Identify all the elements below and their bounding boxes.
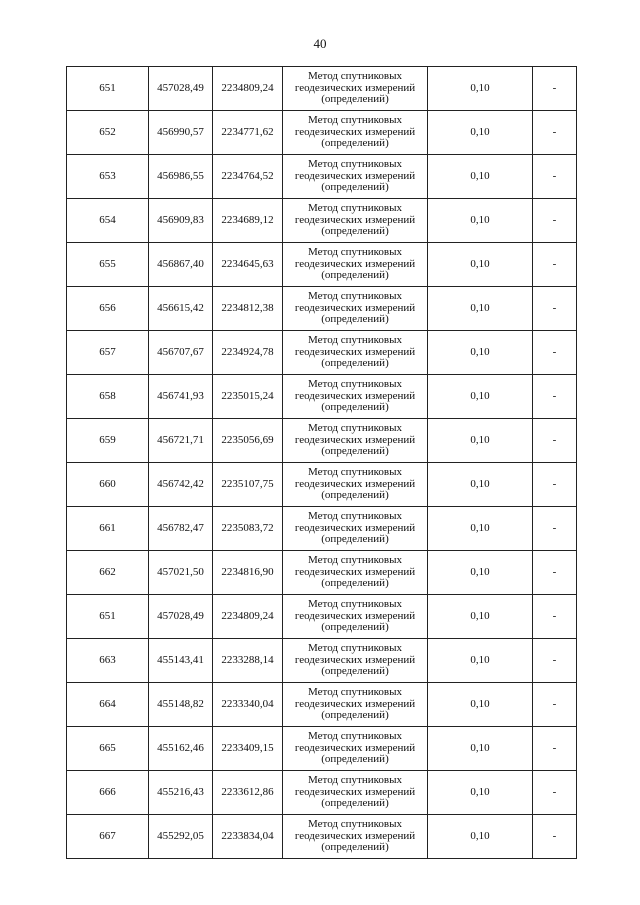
method-cell	[283, 683, 428, 727]
table-row	[67, 199, 577, 243]
method-cell	[283, 199, 428, 243]
y-coordinate-cell: 2234812,38	[213, 287, 283, 331]
accuracy-cell: 0,10	[428, 815, 533, 859]
y-coordinate-cell: 2234924,78	[213, 331, 283, 375]
accuracy-cell: 0,10	[428, 243, 533, 287]
y-coordinate-cell: 2234809,24	[213, 595, 283, 639]
table-row	[67, 287, 577, 331]
y-coordinate-cell: 2235083,72	[213, 507, 283, 551]
point-number-cell: 664	[67, 683, 149, 727]
method-line-3: (определений)	[321, 313, 389, 326]
method-line-1: Метод спутниковых	[308, 114, 402, 127]
method-line-3: (определений)	[321, 181, 389, 194]
accuracy-cell: 0,10	[428, 463, 533, 507]
x-coordinate-cell: 457028,49	[149, 67, 213, 111]
method-line-1: Метод спутниковых	[308, 686, 402, 699]
accuracy-cell: 0,10	[428, 331, 533, 375]
method-line-2: геодезических измерений	[294, 389, 416, 402]
extra-cell: -	[533, 287, 577, 331]
extra-cell: -	[533, 331, 577, 375]
method-line-1: Метод спутниковых	[308, 774, 402, 787]
x-coordinate-cell: 455162,46	[149, 727, 213, 771]
method-line-2: геодезических измерений	[294, 785, 416, 798]
method-cell	[283, 67, 428, 111]
y-coordinate-cell: 2235015,24	[213, 375, 283, 419]
method-line-2: геодезических измерений	[294, 741, 416, 754]
accuracy-cell: 0,10	[428, 683, 533, 727]
x-coordinate-cell: 455148,82	[149, 683, 213, 727]
page-number: 40	[313, 36, 327, 51]
table-row	[67, 375, 577, 419]
accuracy-cell: 0,10	[428, 771, 533, 815]
point-number-cell: 655	[67, 243, 149, 287]
method-line-1: Метод спутниковых	[308, 422, 402, 435]
table-row	[67, 507, 577, 551]
x-coordinate-cell: 455216,43	[149, 771, 213, 815]
method-cell	[283, 551, 428, 595]
method-line-1: Метод спутниковых	[308, 598, 402, 611]
point-number-cell: 654	[67, 199, 149, 243]
y-coordinate-cell: 2234809,24	[213, 67, 283, 111]
extra-cell: -	[533, 67, 577, 111]
point-number-cell: 660	[67, 463, 149, 507]
method-line-3: (определений)	[321, 533, 389, 546]
extra-cell: -	[533, 507, 577, 551]
accuracy-cell: 0,10	[428, 111, 533, 155]
method-cell	[283, 419, 428, 463]
method-line-1: Метод спутниковых	[308, 70, 402, 83]
method-line-2: геодезических измерений	[294, 257, 416, 270]
extra-cell: -	[533, 375, 577, 419]
table-row	[67, 331, 577, 375]
extra-cell: -	[533, 595, 577, 639]
x-coordinate-cell: 456707,67	[149, 331, 213, 375]
coordinates-table	[66, 66, 577, 859]
method-line-3: (определений)	[321, 709, 389, 722]
accuracy-cell: 0,10	[428, 375, 533, 419]
accuracy-cell: 0,10	[428, 639, 533, 683]
method-line-3: (определений)	[321, 841, 389, 854]
method-line-3: (определений)	[321, 753, 389, 766]
extra-cell: -	[533, 815, 577, 859]
extra-cell: -	[533, 683, 577, 727]
point-number-cell: 656	[67, 287, 149, 331]
method-line-3: (определений)	[321, 225, 389, 238]
table-row	[67, 595, 577, 639]
y-coordinate-cell: 2234689,12	[213, 199, 283, 243]
method-line-1: Метод спутниковых	[308, 730, 402, 743]
point-number-cell: 663	[67, 639, 149, 683]
method-line-2: геодезических измерений	[294, 565, 416, 578]
point-number-cell: 667	[67, 815, 149, 859]
method-line-1: Метод спутниковых	[308, 202, 402, 215]
point-number-cell: 658	[67, 375, 149, 419]
extra-cell: -	[533, 243, 577, 287]
method-line-1: Метод спутниковых	[308, 158, 402, 171]
method-line-3: (определений)	[321, 445, 389, 458]
x-coordinate-cell: 456782,47	[149, 507, 213, 551]
extra-cell: -	[533, 419, 577, 463]
table-row	[67, 67, 577, 111]
x-coordinate-cell: 455292,05	[149, 815, 213, 859]
accuracy-cell: 0,10	[428, 551, 533, 595]
method-line-2: геодезических измерений	[294, 829, 416, 842]
x-coordinate-cell: 457028,49	[149, 595, 213, 639]
method-line-2: геодезических измерений	[294, 697, 416, 710]
x-coordinate-cell: 456615,42	[149, 287, 213, 331]
method-line-3: (определений)	[321, 621, 389, 634]
method-line-2: геодезических измерений	[294, 653, 416, 666]
x-coordinate-cell: 456986,55	[149, 155, 213, 199]
extra-cell: -	[533, 771, 577, 815]
x-coordinate-cell: 456741,93	[149, 375, 213, 419]
method-line-1: Метод спутниковых	[308, 510, 402, 523]
y-coordinate-cell: 2233288,14	[213, 639, 283, 683]
method-line-1: Метод спутниковых	[308, 378, 402, 391]
point-number-cell: 661	[67, 507, 149, 551]
method-cell	[283, 463, 428, 507]
method-cell	[283, 771, 428, 815]
x-coordinate-cell: 456867,40	[149, 243, 213, 287]
method-line-2: геодезических измерений	[294, 477, 416, 490]
x-coordinate-cell: 456990,57	[149, 111, 213, 155]
method-line-3: (определений)	[321, 577, 389, 590]
accuracy-cell: 0,10	[428, 419, 533, 463]
table-row	[67, 639, 577, 683]
point-number-cell: 651	[67, 595, 149, 639]
table-row	[67, 155, 577, 199]
method-cell	[283, 155, 428, 199]
method-line-2: геодезических измерений	[294, 345, 416, 358]
point-number-cell: 657	[67, 331, 149, 375]
x-coordinate-cell: 457021,50	[149, 551, 213, 595]
table-row	[67, 111, 577, 155]
accuracy-cell: 0,10	[428, 727, 533, 771]
accuracy-cell: 0,10	[428, 287, 533, 331]
method-line-2: геодезических измерений	[294, 169, 416, 182]
table-row	[67, 463, 577, 507]
method-line-1: Метод спутниковых	[308, 554, 402, 567]
method-line-1: Метод спутниковых	[308, 818, 402, 831]
method-line-3: (определений)	[321, 401, 389, 414]
x-coordinate-cell: 456742,42	[149, 463, 213, 507]
table-row	[67, 815, 577, 859]
y-coordinate-cell: 2234764,52	[213, 155, 283, 199]
point-number-cell: 659	[67, 419, 149, 463]
method-line-1: Метод спутниковых	[308, 246, 402, 259]
y-coordinate-cell: 2234645,63	[213, 243, 283, 287]
y-coordinate-cell: 2235056,69	[213, 419, 283, 463]
point-number-cell: 652	[67, 111, 149, 155]
point-number-cell: 666	[67, 771, 149, 815]
accuracy-cell: 0,10	[428, 155, 533, 199]
table-row	[67, 419, 577, 463]
method-line-2: геодезических измерений	[294, 433, 416, 446]
method-line-3: (определений)	[321, 357, 389, 370]
point-number-cell: 653	[67, 155, 149, 199]
method-cell	[283, 243, 428, 287]
table-row	[67, 771, 577, 815]
method-line-2: геодезических измерений	[294, 125, 416, 138]
table-row	[67, 727, 577, 771]
coordinates-table-body	[67, 67, 577, 859]
extra-cell: -	[533, 111, 577, 155]
method-cell	[283, 287, 428, 331]
y-coordinate-cell: 2233834,04	[213, 815, 283, 859]
accuracy-cell: 0,10	[428, 595, 533, 639]
extra-cell: -	[533, 727, 577, 771]
point-number-cell: 651	[67, 67, 149, 111]
table-row	[67, 683, 577, 727]
accuracy-cell: 0,10	[428, 199, 533, 243]
method-cell	[283, 507, 428, 551]
accuracy-cell: 0,10	[428, 507, 533, 551]
extra-cell: -	[533, 551, 577, 595]
method-line-2: геодезических измерений	[294, 81, 416, 94]
method-line-3: (определений)	[321, 665, 389, 678]
method-line-3: (определений)	[321, 269, 389, 282]
method-line-3: (определений)	[321, 137, 389, 150]
method-line-3: (определений)	[321, 489, 389, 502]
table-row	[67, 243, 577, 287]
y-coordinate-cell: 2235107,75	[213, 463, 283, 507]
extra-cell: -	[533, 199, 577, 243]
method-line-1: Метод спутниковых	[308, 642, 402, 655]
method-cell	[283, 727, 428, 771]
method-line-1: Метод спутниковых	[308, 334, 402, 347]
extra-cell: -	[533, 639, 577, 683]
method-cell	[283, 639, 428, 683]
method-cell	[283, 331, 428, 375]
point-number-cell: 662	[67, 551, 149, 595]
x-coordinate-cell: 455143,41	[149, 639, 213, 683]
y-coordinate-cell: 2234771,62	[213, 111, 283, 155]
y-coordinate-cell: 2233409,15	[213, 727, 283, 771]
method-line-1: Метод спутниковых	[308, 466, 402, 479]
extra-cell: -	[533, 463, 577, 507]
x-coordinate-cell: 456909,83	[149, 199, 213, 243]
method-line-2: геодезических измерений	[294, 521, 416, 534]
method-cell	[283, 595, 428, 639]
x-coordinate-cell: 456721,71	[149, 419, 213, 463]
method-cell	[283, 111, 428, 155]
table-row	[67, 551, 577, 595]
method-line-3: (определений)	[321, 797, 389, 810]
method-cell	[283, 375, 428, 419]
accuracy-cell: 0,10	[428, 67, 533, 111]
method-line-1: Метод спутниковых	[308, 290, 402, 303]
method-line-2: геодезических измерений	[294, 213, 416, 226]
method-line-2: геодезических измерений	[294, 609, 416, 622]
extra-cell: -	[533, 155, 577, 199]
method-line-2: геодезических измерений	[294, 301, 416, 314]
y-coordinate-cell: 2233612,86	[213, 771, 283, 815]
method-line-3: (определений)	[321, 93, 389, 106]
y-coordinate-cell: 2233340,04	[213, 683, 283, 727]
method-cell	[283, 815, 428, 859]
y-coordinate-cell: 2234816,90	[213, 551, 283, 595]
point-number-cell: 665	[67, 727, 149, 771]
